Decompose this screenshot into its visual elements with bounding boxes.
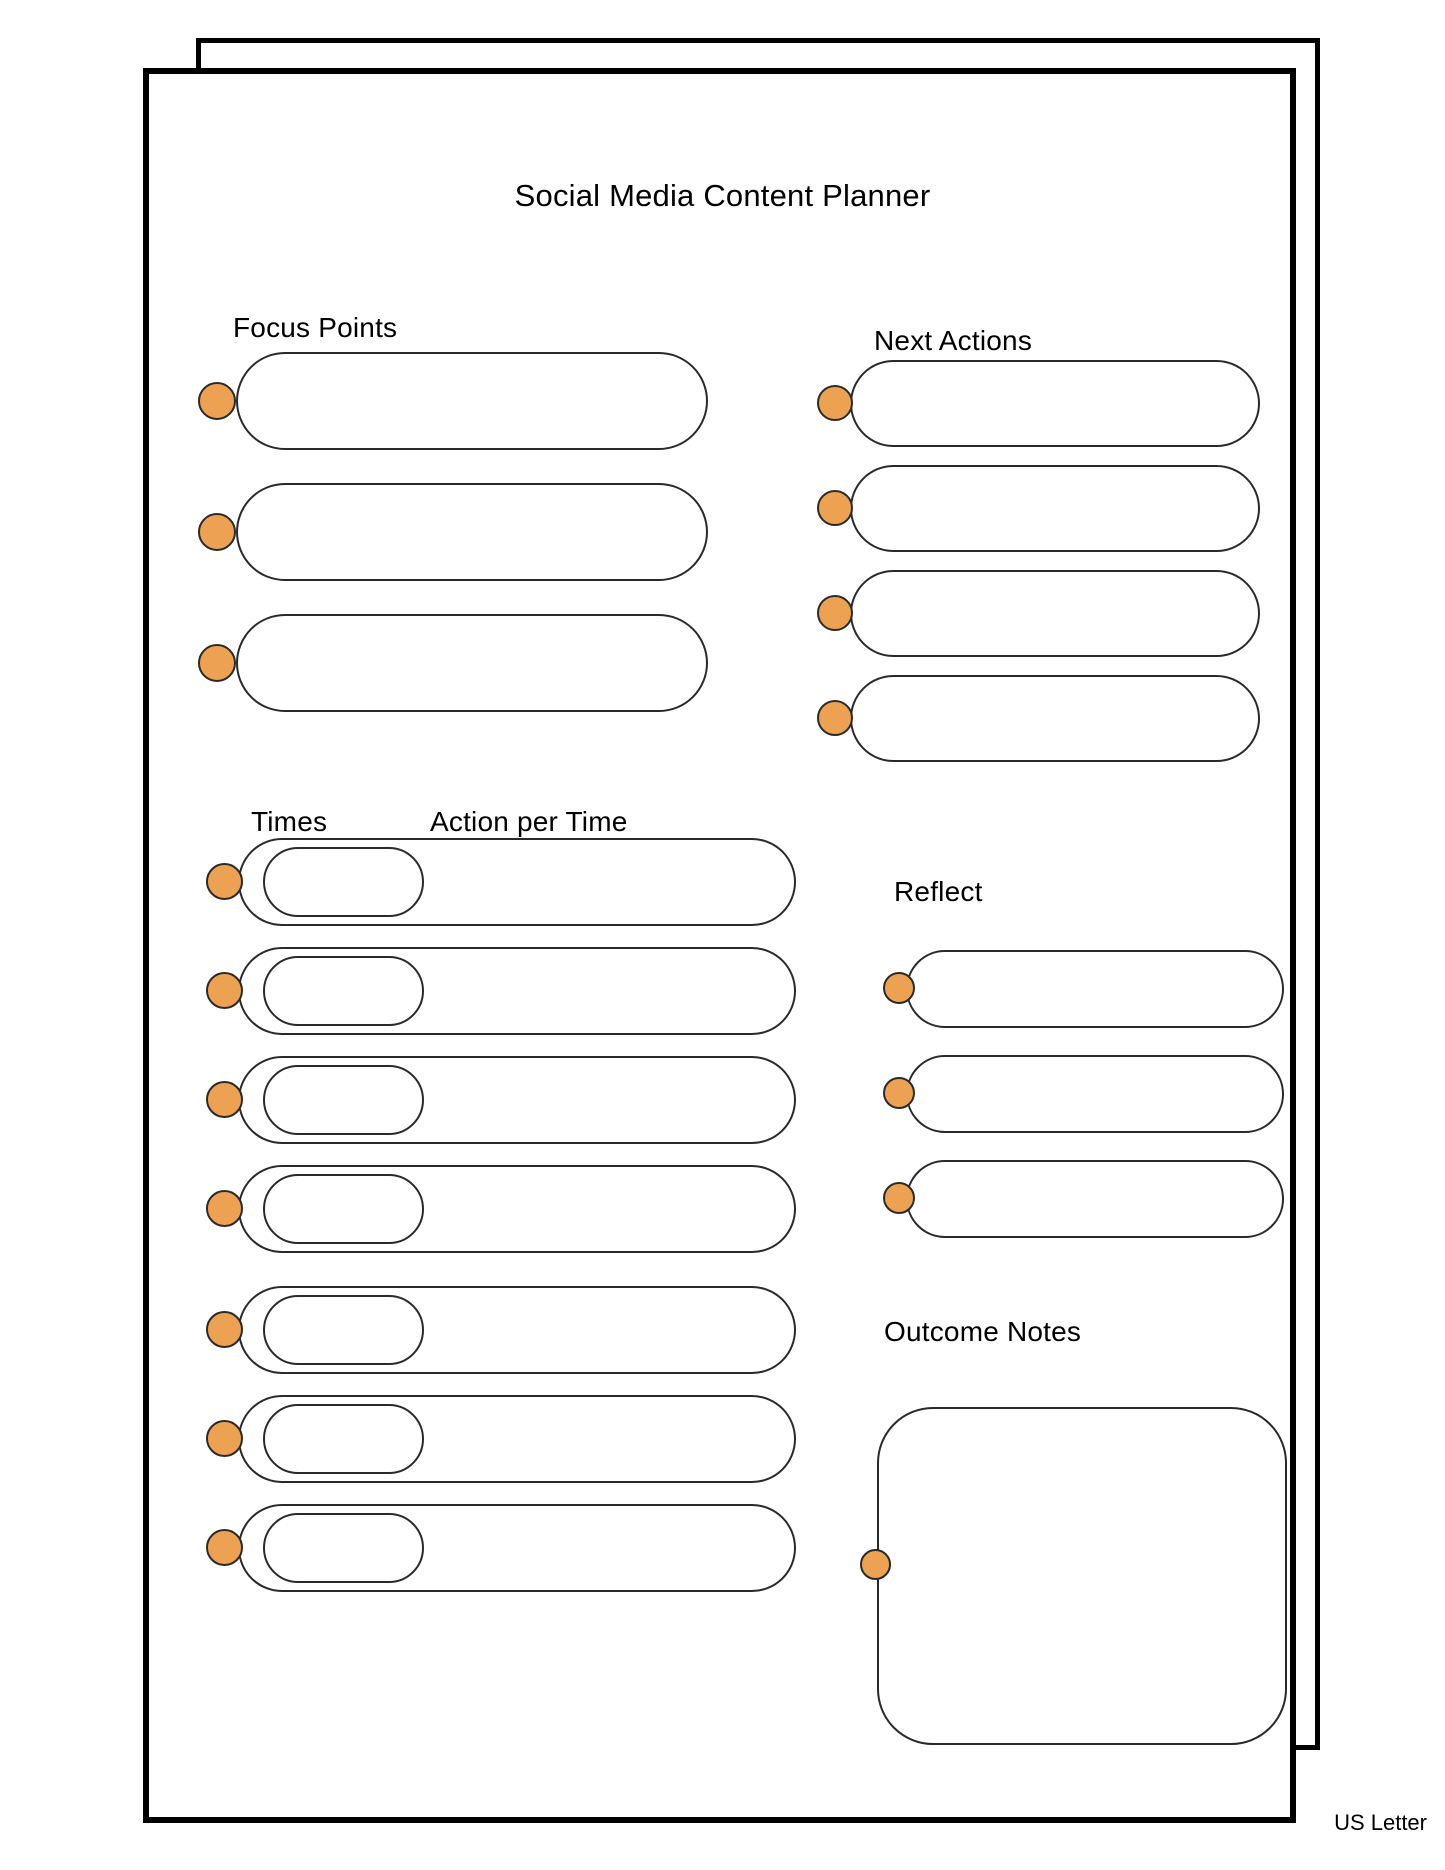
schedule-action-input-1[interactable] — [443, 856, 773, 908]
schedule-time-input-5[interactable] — [263, 1295, 424, 1365]
focus-points-row-3[interactable] — [236, 614, 708, 712]
schedule-action-input-7[interactable] — [443, 1522, 773, 1574]
orange-circle-bullet-icon — [817, 700, 853, 736]
orange-circle-bullet-icon — [206, 1420, 243, 1457]
reflect-input-3[interactable] — [946, 1176, 1256, 1222]
orange-circle-bullet-icon — [206, 1081, 243, 1118]
next-actions-input-4[interactable] — [894, 693, 1234, 743]
focus-points-row-2[interactable] — [236, 483, 708, 581]
focus-points-input-2[interactable] — [282, 505, 682, 559]
next-actions-row-1[interactable] — [850, 360, 1260, 447]
orange-circle-bullet-icon — [206, 972, 243, 1009]
reflect-row-1[interactable] — [906, 950, 1284, 1028]
schedule-time-input-4[interactable] — [263, 1174, 424, 1244]
section-heading-outcome-notes: Outcome Notes — [884, 1316, 1082, 1347]
next-actions-row-4[interactable] — [850, 675, 1260, 762]
orange-circle-bullet-icon — [883, 1182, 915, 1214]
orange-circle-bullet-icon — [198, 382, 236, 420]
paper-size-label: US Letter — [1334, 1810, 1427, 1835]
orange-circle-bullet-icon — [860, 1549, 891, 1580]
schedule-action-input-2[interactable] — [443, 965, 773, 1017]
next-actions-row-2[interactable] — [850, 465, 1260, 552]
orange-circle-bullet-icon — [198, 513, 236, 551]
focus-points-row-1[interactable] — [236, 352, 708, 450]
section-heading-next-actions: Next Actions — [874, 325, 1033, 356]
next-actions-input-3[interactable] — [894, 588, 1234, 638]
orange-circle-bullet-icon — [206, 1190, 243, 1227]
orange-circle-bullet-icon — [206, 863, 243, 900]
orange-circle-bullet-icon — [883, 1077, 915, 1109]
schedule-action-input-6[interactable] — [443, 1413, 773, 1465]
schedule-row-2[interactable] — [238, 947, 796, 1035]
orange-circle-bullet-icon — [817, 490, 853, 526]
reflect-input-2[interactable] — [946, 1071, 1256, 1117]
schedule-row-6[interactable] — [238, 1395, 796, 1483]
reflect-input-1[interactable] — [946, 966, 1256, 1012]
reflect-row-3[interactable] — [906, 1160, 1284, 1238]
focus-points-input-1[interactable] — [282, 374, 682, 428]
schedule-action-input-4[interactable] — [443, 1183, 773, 1235]
orange-circle-bullet-icon — [198, 644, 236, 682]
schedule-row-1[interactable] — [238, 838, 796, 926]
outcome-notes-box[interactable] — [877, 1407, 1287, 1745]
schedule-time-input-2[interactable] — [263, 956, 424, 1026]
orange-circle-bullet-icon — [206, 1311, 243, 1348]
outcome-notes-input[interactable] — [913, 1435, 1253, 1715]
section-heading-action-per-time: Action per Time — [430, 806, 628, 837]
schedule-row-5[interactable] — [238, 1286, 796, 1374]
next-actions-input-1[interactable] — [894, 378, 1234, 428]
schedule-time-input-7[interactable] — [263, 1513, 424, 1583]
focus-points-input-3[interactable] — [282, 636, 682, 690]
section-heading-focus-points: Focus Points — [233, 312, 398, 343]
orange-circle-bullet-icon — [817, 385, 853, 421]
schedule-action-input-5[interactable] — [443, 1304, 773, 1356]
schedule-time-input-6[interactable] — [263, 1404, 424, 1474]
schedule-time-input-1[interactable] — [263, 847, 424, 917]
schedule-action-input-3[interactable] — [443, 1074, 773, 1126]
next-actions-input-2[interactable] — [894, 483, 1234, 533]
orange-circle-bullet-icon — [883, 972, 915, 1004]
schedule-row-4[interactable] — [238, 1165, 796, 1253]
reflect-row-2[interactable] — [906, 1055, 1284, 1133]
section-heading-times: Times — [251, 806, 328, 837]
schedule-time-input-3[interactable] — [263, 1065, 424, 1135]
next-actions-row-3[interactable] — [850, 570, 1260, 657]
schedule-row-3[interactable] — [238, 1056, 796, 1144]
orange-circle-bullet-icon — [206, 1529, 243, 1566]
section-heading-reflect: Reflect — [894, 876, 983, 907]
schedule-row-7[interactable] — [238, 1504, 796, 1592]
page-title: Social Media Content Planner — [514, 178, 931, 213]
orange-circle-bullet-icon — [817, 595, 853, 631]
